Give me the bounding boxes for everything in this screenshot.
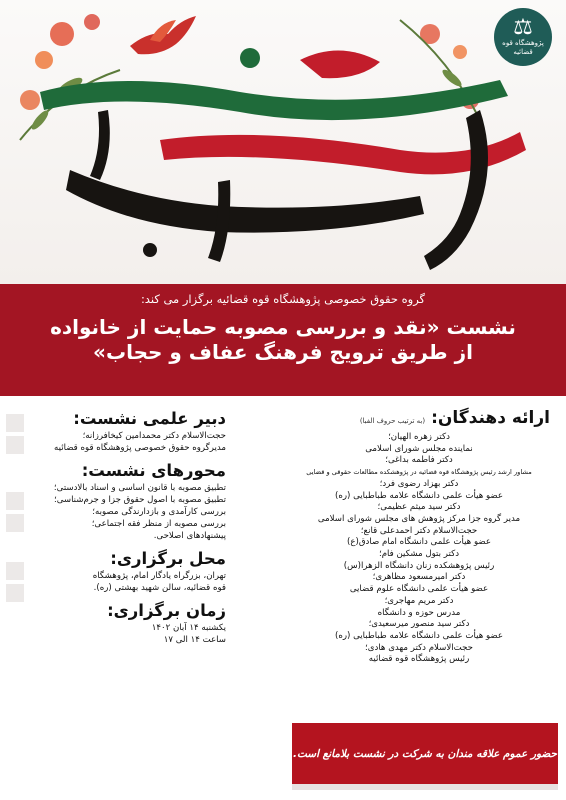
decorative-square	[6, 436, 24, 454]
list-item: دکتر امیرمسعود مظاهری؛	[372, 572, 466, 583]
list-item: نماینده مجلس شورای اسلامی	[365, 443, 473, 454]
presenters-header	[288, 408, 550, 428]
secretary-heading: دبیر علمی نشست:	[73, 409, 226, 428]
list-item: دکتر بتول مشکین فام؛	[378, 549, 460, 560]
list-item: مدیرگروه حقوق خصوصی پژوهشگاه قوه قضائیه	[54, 443, 226, 453]
presenters-list	[288, 432, 550, 666]
hero-illustration	[0, 0, 566, 284]
list-item: دکتر سید منصور میرسعیدی؛	[368, 619, 470, 630]
list-item: بررسی مصوبه از منظر فقه اجتماعی؛	[91, 519, 226, 529]
list-item: مدیر گروه جزا مرکز پژوهش های مجلس شورای اسلامی	[317, 513, 521, 524]
list-item: حجت‌الاسلام دکتر مهدی هادی؛	[365, 642, 473, 653]
list-item: حجت‌الاسلام دکتر محمدامین کیخافرزانه؛	[82, 431, 226, 441]
venue-heading: محل برگزاری:	[110, 549, 226, 568]
list-item: ساعت ۱۴ الی ۱۷	[163, 635, 226, 645]
alphabetical-note: (به ترتیب حروف الفبا)	[359, 417, 426, 425]
event-title-line-2: از طریق ترویج فرهنگ عفاف و حجاب»	[93, 340, 473, 364]
footer-notice	[292, 723, 558, 784]
hero-artwork	[0, 0, 566, 284]
judiciary-logo	[494, 8, 552, 66]
time-section	[30, 600, 226, 646]
list-item: عضو هیأت علمی دانشگاه علامه طباطبایی (ره)	[335, 490, 503, 501]
topics-section	[30, 460, 226, 542]
decorative-square	[6, 584, 24, 602]
scale-of-justice-icon: ⚖	[513, 15, 533, 40]
list-item: دکتر بهزاد رضوی فرد؛	[379, 478, 459, 489]
decorative-squares	[6, 414, 26, 606]
title-banner	[0, 284, 566, 396]
organizer-intro: گروه حقوق خصوصی پژوهشگاه قوه قضائیه برگزار می کند:	[140, 292, 426, 306]
time-heading: زمان برگزاری:	[107, 601, 226, 620]
decorative-square	[6, 414, 24, 432]
list-item: قوه قضائیه، سالن شهید بهشتی (ره).	[93, 583, 226, 593]
info-column	[30, 408, 226, 652]
list-item: عضو هیأت علمی دانشگاه امام صادق(ع)	[347, 537, 491, 548]
venue-section	[30, 548, 226, 594]
list-item: بررسی کارآمدی و بازدارندگی مصوبه؛	[92, 507, 226, 517]
logo-caption: پژوهشگاه قوه قضائیه	[502, 39, 544, 56]
list-item: مدرس حوزه و دانشگاه	[377, 607, 461, 618]
topics-heading: محورهای نشست:	[81, 461, 226, 480]
list-item: رئیس پژوهشکده زنان دانشگاه الزهرا(س)	[343, 560, 495, 571]
decorative-square	[6, 562, 24, 580]
presenters-heading: ارائه دهندگان:	[431, 408, 550, 428]
list-item: دکتر فاطمه بداغی؛	[385, 455, 453, 466]
event-title-line-1: نشست «نقد و بررسی مصوبه حمایت از خانواده	[50, 315, 516, 339]
list-item: رئیس پژوهشگاه قوه قضائیه	[368, 654, 470, 665]
list-item: یکشنبه ۱۴ آبان ۱۴۰۲	[151, 623, 226, 633]
presenters-column	[288, 408, 550, 666]
list-item: عضو هیأت علمی دانشگاه علوم قضایی	[349, 584, 489, 595]
list-item: عضو هیأت علمی دانشگاه علامه طباطبایی (ره)	[335, 630, 503, 641]
list-item: دکتر مریم مهاجری؛	[384, 595, 454, 606]
list-item: حجت‌الاسلام دکتر احمدعلی قانع؛	[360, 525, 478, 536]
list-item: دکتر سید میثم عظیمی؛	[377, 502, 461, 513]
footer-stripe	[292, 784, 558, 790]
list-item: مشاور ارشد رئیس پژوهشگاه قوه قضائیه در پژوهشکده مطالعات حقوقی و قضایی	[306, 468, 532, 477]
list-item: پیشنهادهای اصلاحی.	[153, 531, 226, 541]
flower-decoration	[20, 14, 480, 140]
footer-text: حضور عموم علاقه مندان به شرکت در نشست بلامانع است.	[292, 747, 558, 760]
list-item: تطبیق مصوبه با قانون اساسی و اسناد بالادستی؛	[53, 483, 226, 493]
decorative-square	[6, 492, 24, 510]
list-item: دکتر زهره الهیان؛	[388, 432, 450, 442]
list-item: تطبیق مصوبه با اصول حقوق جزا و جرم‌شناسی؛	[53, 495, 226, 505]
list-item: تهران، بزرگراه یادگار امام، پژوهشگاه	[92, 571, 226, 581]
secretary-section	[30, 408, 226, 454]
decorative-square	[6, 514, 24, 532]
bird-icon	[130, 16, 196, 54]
